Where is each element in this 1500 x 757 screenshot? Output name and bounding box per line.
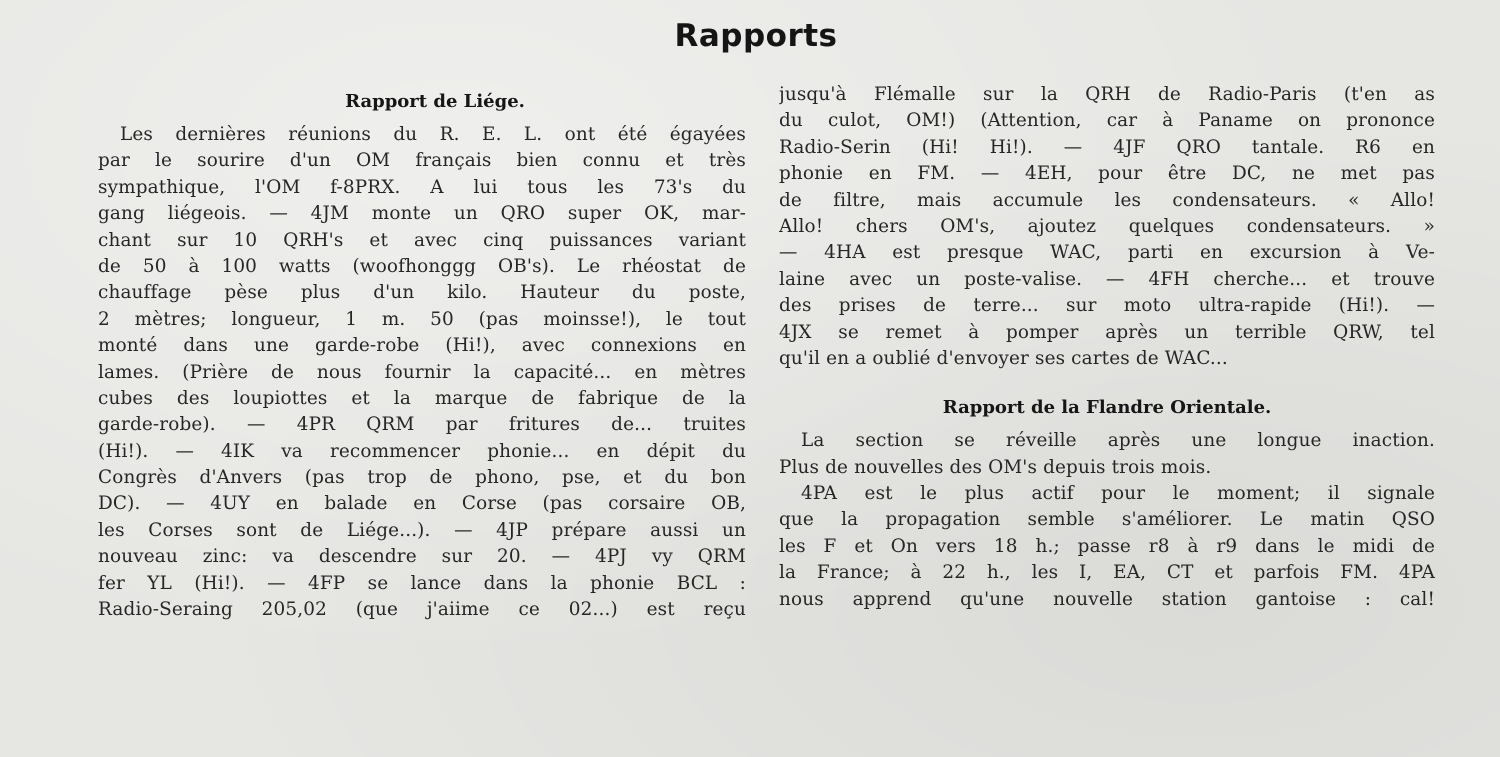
text-line: DC). — 4UY en balade en Corse (pas corsaire OB, [98,493,746,515]
text-line: des prises de terre... sur moto ultra-rapide (Hi!). — [779,295,1435,317]
text-line: chauffage pèse plus d'un kilo. Hauteur du poste, [98,282,746,304]
text-line: Radio-Serin (Hi! Hi!). — 4JF QRO tantale. R6 en [779,136,1435,158]
text-line: phonie en FM. — 4EH, pour être DC, ne met pas [779,163,1435,185]
text-line: qu'il en a oublié d'envoyer ses cartes de WAC... [779,347,1228,369]
article-body-flandre [779,428,1435,613]
text-line: nous apprend qu'une nouvelle station gantoise : cal! [779,588,1435,610]
text-line: laine avec un poste-valise. — 4FH cherche... et trouve [779,268,1435,290]
text-line: garde-robe). — 4PR QRM par fritures de... truites [98,414,746,436]
text-line: de 50 à 100 watts (woofhonggg OB's). Le rhéostat de [98,255,746,277]
text-line: les F et On vers 18 h.; passe r8 à r9 dans le midi de [779,535,1435,557]
text-line: que la propagation semble s'améliorer. Le matin QSO [779,509,1435,531]
text-line: 4PA est le plus actif pour le moment; il signale [801,483,1435,505]
text-line: cubes des loupiottes et la marque de fabrique de la [98,387,746,409]
text-line: Congrès d'Anvers (pas trop de phono, pse, et du bon [98,467,746,489]
text-line: 4JX se remet à pomper après un terrible QRW, tel [779,321,1435,343]
right-column [779,82,1435,613]
text-line: nouveau zinc: va descendre sur 20. — 4PJ vy QRM [98,546,746,568]
text-line: de filtre, mais accumule les condensateurs. « Allo! [779,189,1435,211]
article-body-liege [98,122,746,623]
text-line: fer YL (Hi!). — 4FP se lance dans la phonie BCL : [98,572,746,594]
article-liege-continued [779,82,1435,372]
text-line: La section se réveille après une longue inaction. [801,430,1435,452]
text-line: — 4HA est presque WAC, parti en excursion à Ve- [779,242,1435,264]
article-heading-flandre: Rapport de la Flandre Orientale. [942,397,1272,419]
text-line: du culot, OM!) (Attention, car à Paname on prononce [779,110,1435,132]
text-line: 2 mètres; longueur, 1 m. 50 (pas moinsse!), le tout [98,308,746,330]
text-line: (Hi!). — 4IK va recommencer phonie... en dépit du [98,440,746,462]
text-line: jusqu'à Flémalle sur la QRH de Radio-Paris (t'en as [779,84,1435,105]
text-line: chant sur 10 QRH's et avec cinq puissances variant [98,229,746,251]
text-line: Les dernières réunions du R. E. L. ont été égayées [120,124,746,145]
left-column [98,82,746,623]
text-line: gang liégeois. — 4JM monte un QRO super OK, mar- [98,203,746,225]
article-heading-liege: Rapport de Liége. [345,91,525,112]
article-flandre-orientale [779,394,1435,613]
text-line: monté dans une garde-robe (Hi!), avec connexions en [98,335,746,357]
text-line: sympathique, l'OM f-8PRX. A lui tous les 73's du [98,176,746,198]
text-line: par le sourire d'un OM français bien connu et très [98,150,746,172]
text-line: la France; à 22 h., les I, EA, CT et parfois FM. 4PA [779,562,1435,584]
page-title: Rapports [674,18,838,54]
text-line: Allo! chers OM's, ajoutez quelques condensateurs. » [779,215,1435,237]
text-line: lames. (Prière de nous fournir la capacité... en mètres [98,361,746,383]
text-line: les Corses sont de Liége...). — 4JP prépare aussi un [98,519,746,541]
text-line: Plus de nouvelles des OM's depuis trois mois. [779,456,1212,478]
article-liege [98,88,746,623]
text-line: Radio-Seraing 205,02 (que j'aiime ce 02...) est reçu [98,599,746,621]
